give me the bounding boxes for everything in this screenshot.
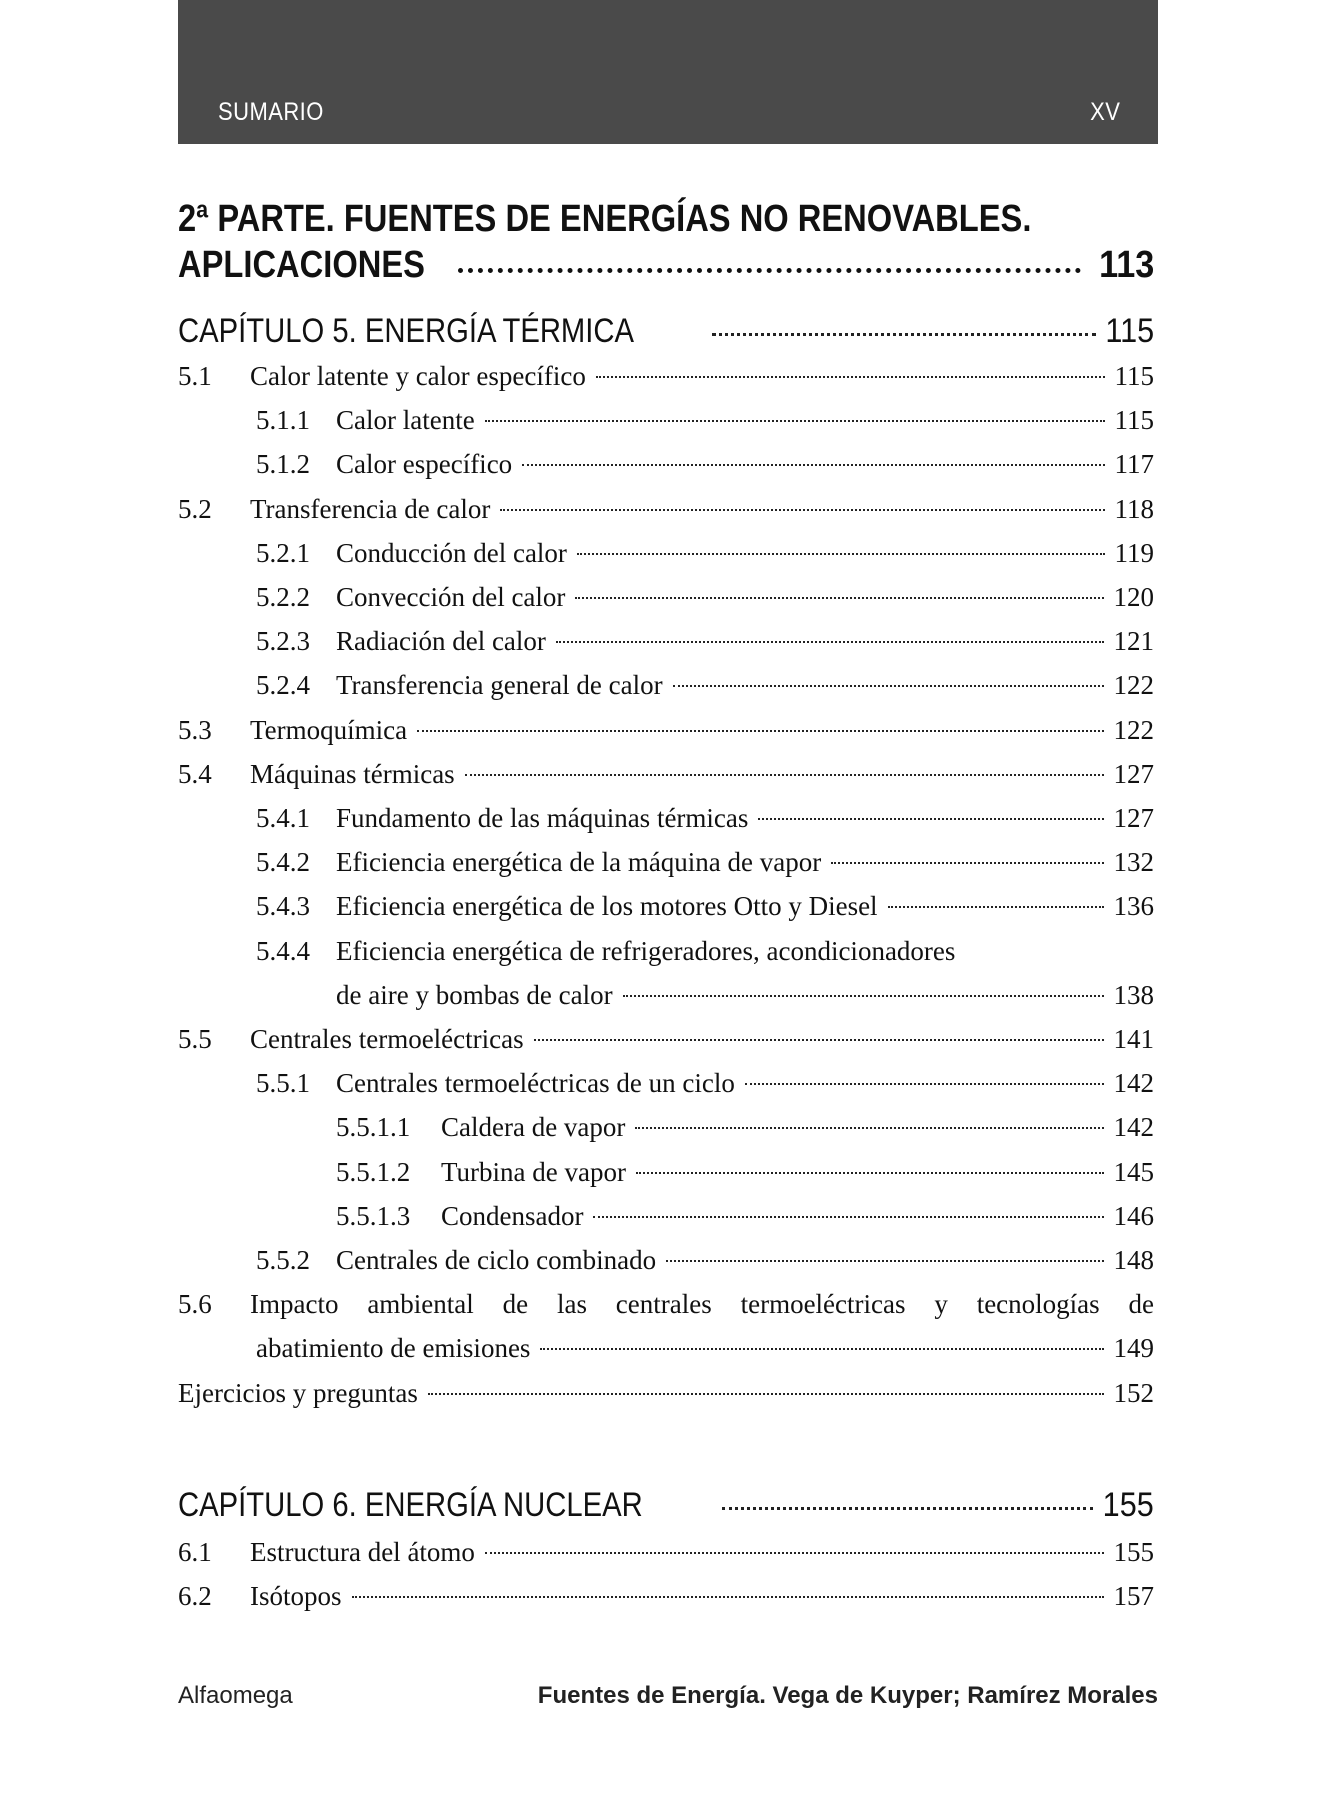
page-number: 141 [1113, 1024, 1154, 1054]
section-number: 5.1.2 [256, 449, 310, 480]
section-title: Transferencia de calor [250, 493, 491, 524]
page-number: 149 [1113, 1333, 1154, 1364]
part-heading [178, 196, 1154, 288]
dot-leader [577, 553, 1105, 555]
toc-entry-5-4-4-continued[interactable] [178, 975, 1154, 1015]
dot-leader [458, 268, 1081, 273]
part-title-line2: APLICACIONES [178, 244, 425, 286]
section-title: Centrales de ciclo combinado [336, 1245, 657, 1275]
running-header [178, 0, 1158, 144]
page-number: 136 [1113, 891, 1154, 922]
section-title: Máquinas térmicas [250, 758, 455, 789]
section-title: Condensador [441, 1200, 584, 1231]
section-title: Impacto ambiental de las centrales termoeléctricas y tecnologías de [250, 1289, 1154, 1320]
section-title: Transferencia general de calor [336, 670, 663, 701]
section-number: 6.1 [178, 1537, 212, 1567]
dot-leader [712, 333, 1096, 336]
page-number: 127 [1113, 803, 1154, 833]
dot-leader [666, 1260, 1103, 1262]
toc-entry-5-5-1-1[interactable] [178, 1107, 1154, 1147]
section-number: 5.4.2 [256, 847, 310, 878]
toc-entry-5-4-4[interactable] [178, 931, 1154, 971]
chapter-6-heading[interactable] [178, 1486, 1154, 1525]
section-title: Centrales termoeléctricas de un ciclo [336, 1068, 735, 1099]
dot-leader [758, 818, 1103, 820]
dot-leader [575, 597, 1103, 599]
section-title: Convección del calor [336, 582, 566, 612]
page-number: 121 [1113, 626, 1154, 657]
section-number: 5.5.1 [256, 1068, 310, 1099]
section-title: Fundamento de las máquinas térmicas [336, 803, 749, 833]
part-title-line1: 2ª PARTE. FUENTES DE ENERGÍAS NO RENOVABLES. [178, 198, 1032, 240]
toc-entry-5-6[interactable] [178, 1284, 1154, 1324]
page-number: 118 [1114, 493, 1154, 524]
dot-leader [888, 906, 1104, 908]
toc-entry-5-5-1[interactable] [178, 1063, 1154, 1103]
toc-entry-5-4-1[interactable] [178, 798, 1154, 838]
section-number: 6.2 [178, 1581, 212, 1612]
chapter-title: CAPÍTULO 5. ENERGÍA TÉRMICA [178, 312, 635, 350]
section-title: Eficiencia energética de refrigeradores, acondicionadores [336, 935, 956, 966]
dot-leader [485, 1552, 1104, 1554]
section-title: Estructura del átomo [250, 1537, 475, 1567]
dot-leader [485, 420, 1105, 422]
dot-leader [500, 509, 1104, 511]
page-number: 119 [1114, 537, 1154, 568]
section-number: 5.4 [178, 758, 212, 789]
toc-entry-5-2-2[interactable] [178, 577, 1154, 617]
page-number: 145 [1113, 1156, 1154, 1187]
toc-entry-ejercicios[interactable] [178, 1373, 1154, 1413]
section-title: Turbina de vapor [441, 1156, 626, 1187]
section-number: 5.5.2 [256, 1245, 310, 1275]
section-number: 5.5 [178, 1024, 212, 1054]
section-title-continued: de aire y bombas de calor [336, 979, 613, 1010]
toc-entry-5-5-1-2[interactable] [178, 1152, 1154, 1192]
section-number: 5.1 [178, 361, 212, 391]
section-title: Calor latente y calor específico [250, 361, 586, 391]
footer-publisher: Alfaomega [178, 1682, 293, 1709]
section-number: 5.2.1 [256, 537, 310, 568]
dot-leader [428, 1393, 1104, 1395]
page-number: 122 [1113, 670, 1154, 701]
toc-entry-5-4[interactable] [178, 754, 1154, 794]
toc-entry-5-5-2[interactable] [178, 1240, 1154, 1280]
section-title-continued: abatimiento de emisiones [256, 1333, 531, 1364]
page-number: 122 [1113, 714, 1154, 745]
section-title: Conducción del calor [336, 537, 567, 568]
page-number: 157 [1113, 1581, 1154, 1612]
toc-entry-5-2-1[interactable] [178, 533, 1154, 573]
dot-leader [596, 376, 1105, 378]
section-number: 5.1.1 [256, 405, 310, 436]
dot-leader [635, 1127, 1103, 1129]
dot-leader [534, 1039, 1104, 1041]
section-title: Eficiencia energética de la máquina de vapor [336, 847, 822, 878]
dot-leader [636, 1172, 1104, 1174]
chapter-page-number: 115 [1105, 312, 1154, 350]
section-title: Ejercicios y preguntas [178, 1377, 418, 1408]
page-number: 120 [1113, 582, 1154, 612]
section-number: 5.4.1 [256, 803, 310, 833]
toc-entry-5-2[interactable] [178, 489, 1154, 529]
toc-entry-5-5-1-3[interactable] [178, 1196, 1154, 1236]
section-title: Termoquímica [250, 714, 408, 745]
part-page-number: 113 [1098, 244, 1154, 286]
toc-entry-5-1[interactable] [178, 356, 1154, 396]
page-number: 127 [1113, 758, 1154, 789]
page-number: 115 [1114, 361, 1154, 391]
toc-entry-5-4-2[interactable] [178, 842, 1154, 882]
section-title: Centrales termoeléctricas [250, 1024, 524, 1054]
dot-leader [722, 1507, 1093, 1510]
header-section-title: SUMARIO [218, 98, 324, 126]
toc-entry-6-1[interactable] [178, 1532, 1154, 1572]
page-number: 146 [1113, 1200, 1154, 1231]
toc-entry-5-2-3[interactable] [178, 621, 1154, 661]
footer-book-title: Fuentes de Energía. Vega de Kuyper; Ramírez Morales [537, 1682, 1158, 1709]
section-number: 5.6 [178, 1289, 212, 1320]
chapter-5-heading[interactable] [178, 312, 1154, 351]
page-number: 148 [1113, 1245, 1154, 1275]
section-number: 5.3 [178, 714, 212, 745]
page-number: 138 [1113, 979, 1154, 1010]
chapter-page-number: 155 [1102, 1486, 1154, 1524]
page-number: 142 [1113, 1112, 1154, 1143]
toc-entry-5-2-4[interactable] [178, 665, 1154, 705]
dot-leader [417, 730, 1103, 732]
dot-leader [540, 1348, 1103, 1350]
section-title: Eficiencia energética de los motores Otto y Diesel [336, 891, 878, 922]
toc-entry-5-4-3[interactable] [178, 886, 1154, 926]
section-number: 5.5.1.2 [336, 1156, 411, 1187]
dot-leader [745, 1083, 1104, 1085]
dot-leader [593, 1216, 1103, 1218]
dot-leader [673, 685, 1104, 687]
section-number: 5.2 [178, 493, 212, 524]
section-number: 5.5.1.1 [336, 1112, 411, 1143]
toc-entry-5-5[interactable] [178, 1019, 1154, 1059]
toc-entry-5-6-continued[interactable] [178, 1328, 1154, 1368]
page-number: 152 [1113, 1377, 1154, 1408]
section-number: 5.2.3 [256, 626, 310, 657]
dot-leader [556, 641, 1104, 643]
section-title: Isótopos [250, 1581, 342, 1612]
page-number: 132 [1113, 847, 1154, 878]
page-number: 142 [1113, 1068, 1154, 1099]
page-number: 117 [1114, 449, 1154, 480]
toc-entry-5-3[interactable] [178, 710, 1154, 750]
section-title: Caldera de vapor [441, 1112, 626, 1143]
page-number: 155 [1113, 1537, 1154, 1567]
dot-leader [352, 1596, 1104, 1598]
section-number: 5.2.2 [256, 582, 310, 612]
page-number: 115 [1114, 405, 1154, 436]
section-number: 5.2.4 [256, 670, 310, 701]
section-number: 5.5.1.3 [336, 1200, 411, 1231]
section-number: 5.4.4 [256, 935, 310, 966]
dot-leader [623, 995, 1104, 997]
dot-leader [465, 774, 1104, 776]
section-number: 5.4.3 [256, 891, 310, 922]
toc-entry-6-2[interactable] [178, 1576, 1154, 1616]
dot-leader [522, 464, 1104, 466]
section-title: Calor latente [336, 405, 475, 436]
toc-entry-5-1-1[interactable] [178, 400, 1154, 440]
section-title: Calor específico [336, 449, 513, 480]
header-page-number: XV [1089, 98, 1120, 126]
chapter-title: CAPÍTULO 6. ENERGÍA NUCLEAR [178, 1486, 643, 1524]
section-title: Radiación del calor [336, 626, 546, 657]
dot-leader [831, 862, 1103, 864]
toc-entry-5-1-2[interactable] [178, 444, 1154, 484]
